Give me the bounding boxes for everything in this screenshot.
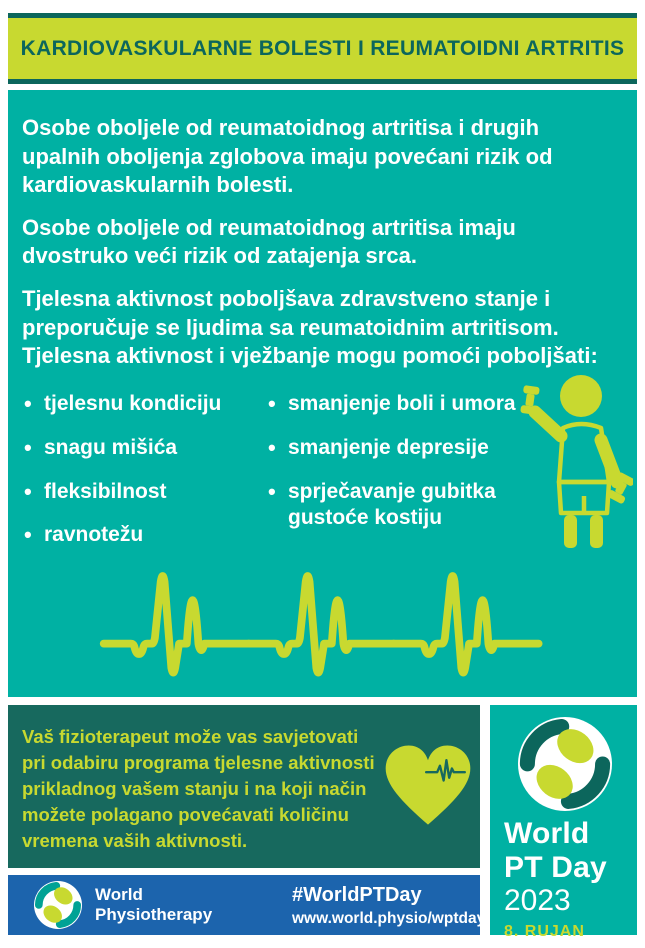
title-band bbox=[8, 18, 637, 79]
benefit-item bbox=[24, 522, 268, 549]
benefit-item bbox=[268, 391, 518, 418]
benefit-label: smanjenje boli i umora bbox=[288, 391, 516, 415]
org-name-line1: World bbox=[95, 885, 143, 905]
benefit-item bbox=[268, 479, 518, 533]
benefit-item bbox=[24, 479, 268, 506]
benefits-list-right bbox=[268, 391, 518, 567]
benefit-label: smanjenje depresije bbox=[288, 435, 489, 459]
benefit-item bbox=[268, 435, 518, 462]
person-dumbbells-icon bbox=[513, 370, 633, 548]
intro-paragraph: Osobe oboljele od reumatoidnog artritisa i drugih upalnih oboljenja zglobova imaju povećani rizik od kardiovaskularnih bolesti. bbox=[22, 115, 553, 198]
benefit-label: snagu mišića bbox=[44, 435, 178, 459]
risk-paragraph: Osobe oboljele od reumatoidnog artritisa imaju dvostruko veći rizik od zatajenja srca. bbox=[22, 214, 516, 269]
org-name-line2: Physiotherapy bbox=[95, 905, 213, 924]
heart-pulse-icon bbox=[382, 743, 474, 829]
advice-box bbox=[8, 705, 480, 868]
benefit-label: sprječavanje gubitka gustoće kostiju bbox=[288, 479, 496, 530]
footer-campaign bbox=[292, 884, 485, 928]
event-year: 2023 bbox=[504, 884, 571, 918]
advice-text: Vaš fizioterapeut može vas savjetovati pri odabiru programa tjelesne aktivnosti prikladnog vašem stanju i na koji način možete polagano povećavati količinu vremena vaših aktivnosti. bbox=[22, 726, 375, 851]
main-panel bbox=[8, 90, 637, 697]
event-title-line2: PT Day bbox=[504, 850, 607, 884]
event-date: 8. RUJAN bbox=[504, 922, 585, 940]
benefit-label: tjelesnu kondiciju bbox=[44, 391, 222, 415]
footer-bar bbox=[8, 875, 486, 935]
hashtag: #WorldPTDay bbox=[292, 884, 422, 906]
poster-title: KARDIOVASKULARNE BOLESTI I REUMATOIDNI ARTRITIS bbox=[20, 36, 625, 60]
event-title-line1: World bbox=[504, 817, 590, 850]
world-physiotherapy-logo-icon bbox=[34, 881, 82, 929]
header bbox=[8, 13, 637, 84]
activity-paragraph: Tjelesna aktivnost poboljšava zdravstveno stanje i preporučuje se ljudima sa reumatoidnim artritisom. Tjelesna aktivnost i vježbanje mogu pomoći poboljšati: bbox=[22, 285, 598, 369]
header-bottom-rule bbox=[8, 79, 637, 84]
ekg-line-icon bbox=[96, 547, 556, 692]
event-box bbox=[490, 705, 637, 940]
benefit-label: ravnotežu bbox=[44, 523, 144, 547]
benefit-item bbox=[24, 435, 268, 462]
benefit-label: fleksibilnost bbox=[44, 479, 167, 503]
benefit-item bbox=[24, 391, 268, 418]
website-url: www.world.physio/wptday bbox=[292, 910, 486, 927]
org-name bbox=[95, 885, 212, 924]
benefits-list-left bbox=[24, 391, 268, 567]
world-pt-day-logo-icon bbox=[518, 717, 612, 811]
